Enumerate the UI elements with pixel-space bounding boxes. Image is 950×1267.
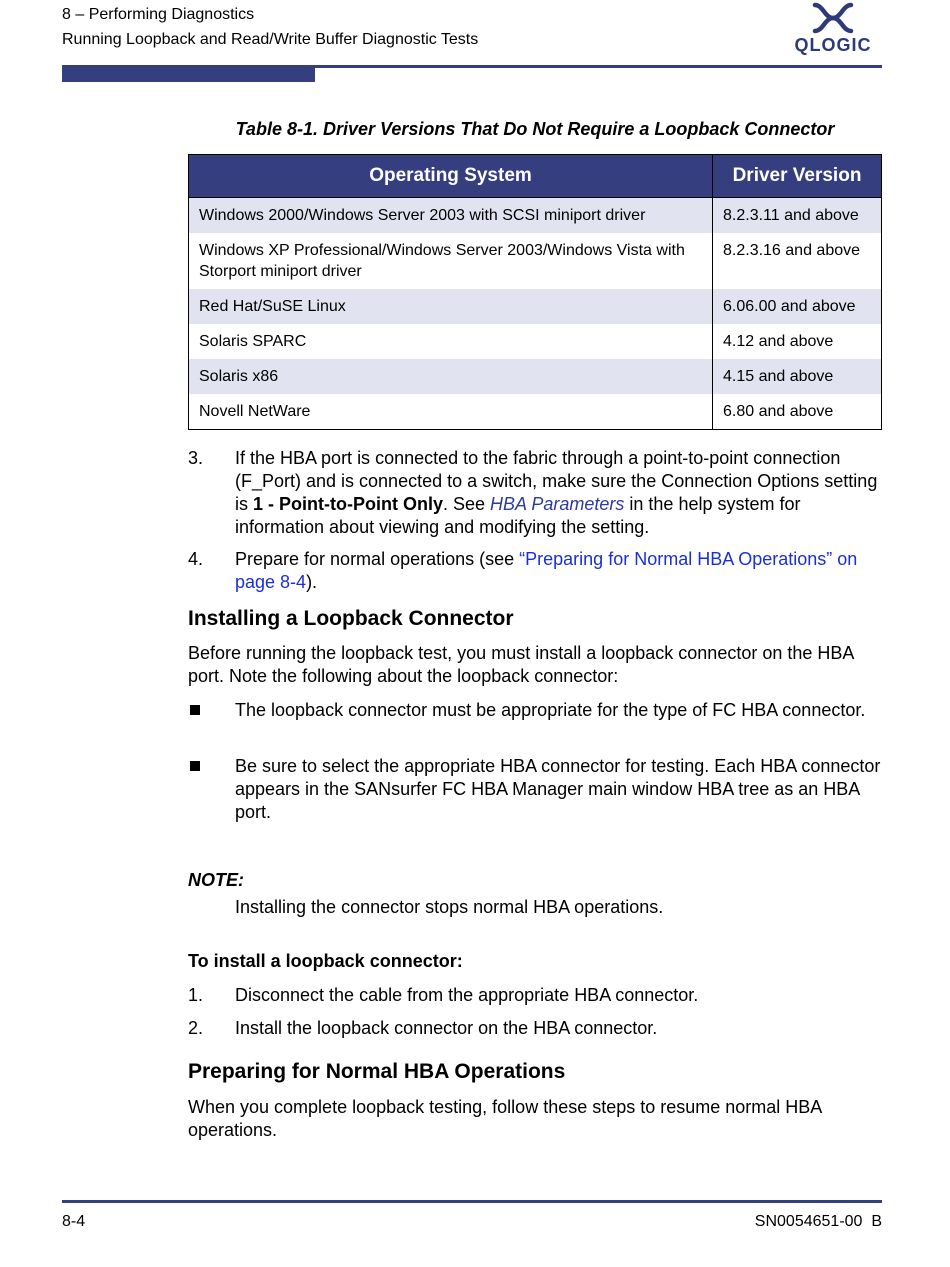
step-number: 2. [188, 1018, 204, 1038]
os-cell: Red Hat/SuSE Linux [189, 289, 713, 324]
os-cell: Solaris x86 [189, 359, 713, 394]
step-text: If the HBA port is connected to the fabric through a point-to-point connection (F_Port) and is connected to a switch, make sure the Connection Options setting is 1 - Point-to-Point Only. See HBA Parameters in the help system for information about viewing and modifying the setting. [235, 448, 878, 537]
page-number: 8-4 [62, 1213, 86, 1230]
driver-cell: 8.2.3.16 and above [713, 233, 882, 289]
header-accent-bar [62, 65, 315, 82]
qlogic-logo [787, 2, 879, 58]
bullet-square-icon [190, 761, 200, 771]
table-row [189, 324, 882, 359]
step-text: Install the loopback connector on the HBA connector. [235, 1018, 658, 1038]
driver-cell: 4.15 and above [713, 359, 882, 394]
step-text: Prepare for normal operations (see “Preparing for Normal HBA Operations” on page 8-4). [235, 549, 858, 592]
column-header-driver: Driver Version [713, 155, 882, 198]
driver-versions-table [188, 154, 882, 430]
preparing-normal-operations-link[interactable]: “Preparing for Normal HBA Operations” on page 8-4 [235, 549, 858, 592]
running-header-section: Running Loopback and Read/Write Buffer Diagnostic Tests [62, 31, 479, 48]
footer-rule [62, 1200, 882, 1203]
table-row [189, 359, 882, 394]
preparing-text: When you complete loopback testing, follow these steps to resume normal HBA operations. [188, 1097, 822, 1140]
document-number: SN0054651-00 B [754, 1213, 882, 1230]
driver-cell: 4.12 and above [713, 324, 882, 359]
hba-parameters-link[interactable]: HBA Parameters [490, 494, 625, 514]
running-header-chapter: 8 – Performing Diagnostics [62, 6, 255, 23]
step-number: 3. [188, 448, 204, 468]
table-row [189, 289, 882, 324]
os-cell: Windows 2000/Windows Server 2003 with SCSI miniport driver [189, 198, 713, 234]
step-number: 4. [188, 549, 204, 569]
os-cell: Windows XP Professional/Windows Server 2003/Windows Vista with Storport miniport driver [189, 233, 713, 289]
step-text: Disconnect the cable from the appropriate HBA connector. [235, 985, 699, 1005]
installing-intro: Before running the loopback test, you must install a loopback connector on the HBA port. Note the following about the loopback connector: [188, 643, 854, 686]
driver-cell: 8.2.3.11 and above [713, 198, 882, 234]
os-cell: Novell NetWare [189, 394, 713, 430]
table-row [189, 233, 882, 289]
note-label: NOTE: [188, 870, 244, 890]
section-heading-preparing: Preparing for Normal HBA Operations [188, 1060, 566, 1083]
bullet-square-icon [190, 705, 200, 715]
section-heading-installing: Installing a Loopback Connector [188, 607, 514, 630]
os-cell: Solaris SPARC [189, 324, 713, 359]
setting-value: 1 - Point-to-Point Only [253, 494, 443, 514]
table-row [189, 198, 882, 234]
note-text: Installing the connector stops normal HBA operations. [235, 897, 664, 917]
column-header-os: Operating System [189, 155, 713, 198]
qlogic-logo-text: QLOGIC [794, 35, 872, 55]
driver-cell: 6.06.00 and above [713, 289, 882, 324]
driver-cell: 6.80 and above [713, 394, 882, 430]
procedure-title: To install a loopback connector: [188, 951, 463, 971]
table-caption: Table 8-1. Driver Versions That Do Not Require a Loopback Connector [235, 119, 835, 139]
table-row [189, 394, 882, 430]
bullet-text: The loopback connector must be appropriate for the type of FC HBA connector. [235, 700, 866, 720]
table-header-row [189, 155, 882, 198]
step-number: 1. [188, 985, 204, 1005]
qlogic-logo-mark-icon [787, 2, 879, 36]
bullet-text: Be sure to select the appropriate HBA connector for testing. Each HBA connector appears in the SANsurfer FC HBA Manager main window HBA tree as an HBA port. [235, 756, 881, 822]
